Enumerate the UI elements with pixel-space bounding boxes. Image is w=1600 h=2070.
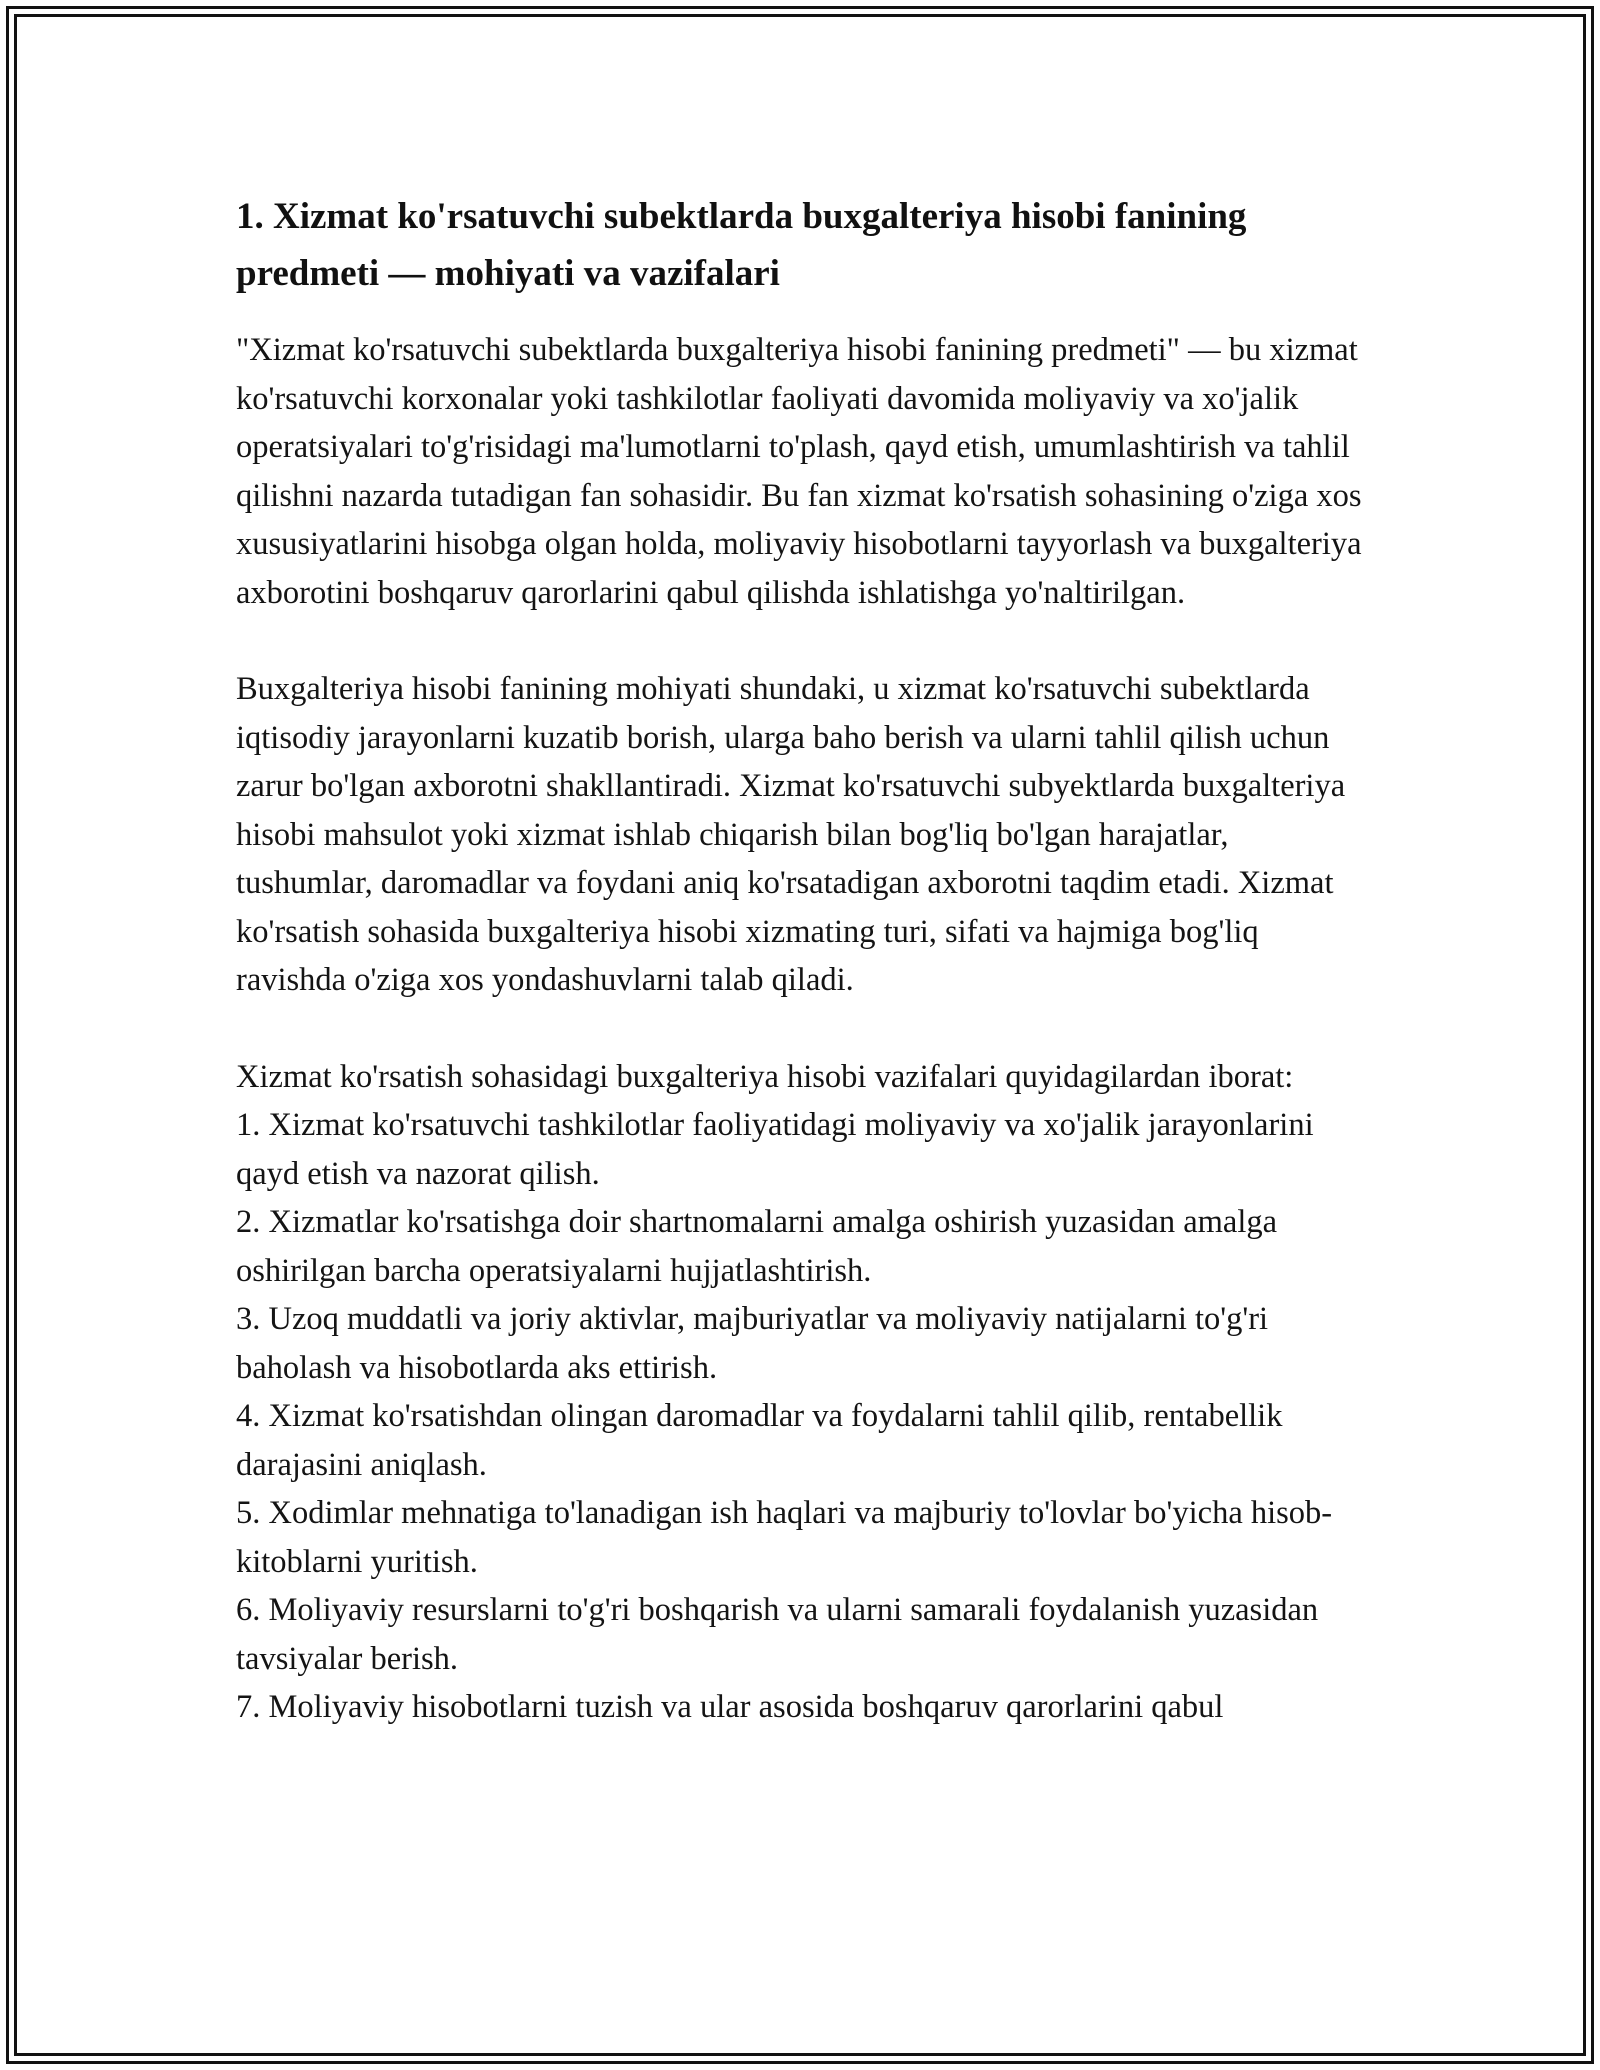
document-content (236, 188, 1366, 1732)
paragraph-tasks-intro: Xizmat ko'rsatish sohasidagi buxgalteriya hisobi vazifalari quyidagilardan iborat: (236, 1058, 1294, 1095)
list-item: 3. Uzoq muddatli va joriy aktivlar, majburiyatlar va moliyaviy natijalarni to'g'ri baholash va hisobotlarda aks ettirish. (236, 1301, 1269, 1386)
document-title: 1. Xizmat ko'rsatuvchi subektlarda buxgalteriya hisobi fanining predmeti — mohiyati va vazifalari (236, 196, 1247, 294)
list-item: 6. Moliyaviy resurslarni to'g'ri boshqarish va ularni samarali foydalanish yuzasidan tavsiyalar berish. (236, 1592, 1319, 1677)
list-item: 5. Xodimlar mehnatiga to'lanadigan ish haqlari va majburiy to'lovlar bo'yicha hisob-kitoblarni yuritish. (236, 1495, 1333, 1580)
list-item: 4. Xizmat ko'rsatishdan olingan daromadlar va foydalarni tahlil qilib, rentabellik darajasini aniqlash. (236, 1398, 1283, 1483)
list-item: 7. Moliyaviy hisobotlarni tuzish va ular asosida boshqaruv qarorlarini qabul (236, 1689, 1224, 1725)
paragraph-essence: Buxgalteriya hisobi fanining mohiyati shundaki, u xizmat ko'rsatuvchi subektlarda iqtisodiy jarayonlarni kuzatib borish, ularga baho berish va ularni tahlil qilish uchun zarur bo'lgan axborotni shakllantiradi. Xizmat ko'rsatuvchi subyektlarda buxgalteriya hisobi mahsulot yoki xizmat ishlab chiqarish bilan bog'liq bo'lgan harajatlar, tushumlar, daromadlar va foydani aniq ko'rsatadigan axborotni taqdim etadi. Xizmat ko'rsatish sohasida buxgalteriya hisobi xizmating turi, sifati va hajmiga bog'liq ravishda o'ziga xos yondashuvlarni talab qiladi. (236, 671, 1346, 998)
list-item: 1. Xizmat ko'rsatuvchi tashkilotlar faoliyatidagi moliyaviy va xo'jalik jarayonlarini qayd etish va nazorat qilish. (236, 1107, 1314, 1192)
tasks-list (236, 1101, 1366, 1732)
paragraph-subject-definition: "Xizmat ko'rsatuvchi subektlarda buxgalteriya hisobi fanining predmeti" — bu xizmat ko'rsatuvchi korxonalar yoki tashkilotlar faoliyati davomida moliyaviy va xo'jalik operatsiyalari to'g'risidagi ma'lumotlarni to'plash, qayd etish, umumlashtirish va tahlil qilishni nazarda tutadigan fan sohasidir. Bu fan xizmat ko'rsatish sohasining o'ziga xos xususiyatlarini hisobga olgan holda, moliyaviy hisobotlarni tayyorlash va buxgalteriya axborotini boshqaruv qarorlarini qabul qilishda ishlatishga yo'naltirilgan. (236, 332, 1362, 611)
list-item: 2. Xizmatlar ko'rsatishga doir shartnomalarni amalga oshirish yuzasidan amalga oshirilgan barcha operatsiyalarni hujjatlashtirish. (236, 1204, 1278, 1289)
